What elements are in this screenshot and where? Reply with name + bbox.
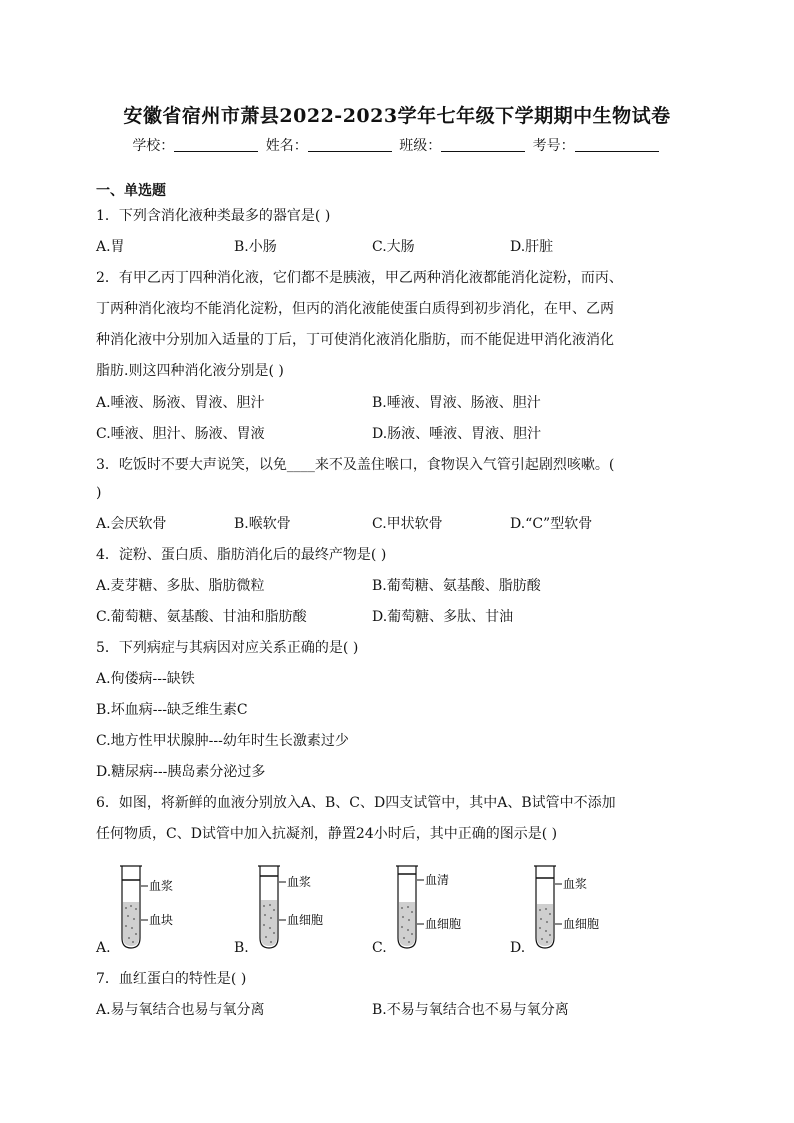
q1-stem: 1．下列含消化液种类最多的器官是( ) xyxy=(96,208,331,224)
name-blank[interactable] xyxy=(308,137,392,152)
q2-option-d: D.肠液、唾液、胃液、胆汁 xyxy=(372,426,542,442)
q4-option-a: A.麦芽糖、多肽、脂肪微粒 xyxy=(96,578,265,594)
q5-option-d: D.糖尿病---胰岛素分泌过多 xyxy=(96,764,266,780)
tube-top-label: 血浆 xyxy=(287,875,312,889)
q2-option-b: B.唾液、胃液、肠液、胆汁 xyxy=(372,395,541,411)
q2-line-3: 种消化液中分别加入适量的丁后，丁可使消化液消化脂肪，而不能促进甲消化液消化 xyxy=(96,332,614,348)
tube-letter: D. xyxy=(510,940,526,956)
q2-option-c: C.唾液、胆汁、肠液、胃液 xyxy=(96,426,265,442)
class-blank[interactable] xyxy=(441,137,525,152)
q3-line-2: ) xyxy=(96,485,102,501)
q6-line-2: 任何物质，C、D试管中加入抗凝剂，静置24小时后，其中正确的图示是( ) xyxy=(96,826,558,842)
tube-top-label: 血浆 xyxy=(563,877,588,891)
tube-bottom-label: 血细胞 xyxy=(563,917,600,931)
exam-no-blank[interactable] xyxy=(575,137,659,152)
q5-option-a: A.佝偻病---缺铁 xyxy=(96,671,195,687)
tube-top-label: 血清 xyxy=(425,873,450,887)
q2-line-4: 脂肪.则这四种消化液分别是( ) xyxy=(96,363,284,379)
school-label: 学校： xyxy=(132,138,175,154)
class-label: 班级： xyxy=(399,138,442,154)
q3-option-c: C.甲状软骨 xyxy=(372,516,443,532)
q5-option-b: B.坏血病---缺乏维生素C xyxy=(96,702,248,718)
test-tube-d-icon xyxy=(532,862,612,958)
tube-bottom-label: 血细胞 xyxy=(425,917,462,931)
q3-option-d: D.“C”型软骨 xyxy=(510,516,593,532)
q5-option-c: C.地方性甲状腺肿---幼年时生长激素过少 xyxy=(96,733,349,749)
tube-figure-b xyxy=(234,862,354,962)
tube-figure-d xyxy=(510,862,630,962)
tube-bottom-label: 血块 xyxy=(149,913,174,927)
q2-option-a: A.唾液、肠液、胃液、胆汁 xyxy=(96,395,265,411)
q1-option-a: A.胃 xyxy=(96,239,125,255)
q4-option-d: D.葡萄糖、多肽、甘油 xyxy=(372,609,514,625)
tube-bottom-label: 血细胞 xyxy=(287,913,324,927)
q2-line-1: 2．有甲乙丙丁四种消化液，它们都不是胰液，甲乙两种消化液都能消化淀粉，而丙、 xyxy=(96,270,623,286)
student-info-line xyxy=(0,135,794,155)
q4-option-b: B.葡萄糖、氨基酸、脂肪酸 xyxy=(372,578,541,594)
section-heading: 一、单选题 xyxy=(96,183,166,199)
q5-stem: 5．下列病症与其病因对应关系正确的是( ) xyxy=(96,640,359,656)
tube-letter: C. xyxy=(372,940,387,956)
q7-option-b: B.不易与氧结合也不易与氧分离 xyxy=(372,1002,569,1018)
q1-option-c: C.大肠 xyxy=(372,239,415,255)
q7-option-a: A.易与氧结合也易与氧分离 xyxy=(96,1002,265,1018)
test-tube-c-icon xyxy=(394,862,474,958)
tube-letter: B. xyxy=(234,940,249,956)
q7-stem: 7．血红蛋白的特性是( ) xyxy=(96,971,247,987)
q6-line-1: 6．如图，将新鲜的血液分别放入A、B、C、D四支试管中，其中A、B试管中不添加 xyxy=(96,795,616,811)
name-label: 姓名： xyxy=(265,138,308,154)
q3-line-1: 3．吃饭时不要大声说笑，以免____来不及盖住喉口，食物误入气管引起剧烈咳嗽。( xyxy=(96,457,615,473)
q3-option-b: B.喉软骨 xyxy=(234,516,291,532)
tube-figure-a xyxy=(96,862,216,962)
tube-top-label: 血浆 xyxy=(149,879,174,893)
exam-no-label: 考号： xyxy=(532,138,575,154)
q3-option-a: A.会厌软骨 xyxy=(96,516,167,532)
q1-option-b: B.小肠 xyxy=(234,239,277,255)
test-tube-b-icon xyxy=(256,862,336,958)
tube-figure-c xyxy=(372,862,492,962)
exam-title: 安徽省宿州市萧县2022-2023学年七年级下学期期中生物试卷 xyxy=(123,105,671,127)
tube-letter: A. xyxy=(96,940,111,956)
q4-stem: 4．淀粉、蛋白质、脂肪消化后的最终产物是( ) xyxy=(96,547,387,563)
test-tube-a-icon xyxy=(118,862,198,958)
q1-option-d: D.肝脏 xyxy=(510,239,554,255)
q4-option-c: C.葡萄糖、氨基酸、甘油和脂肪酸 xyxy=(96,609,307,625)
q2-line-2: 丁两种消化液均不能消化淀粉，但丙的消化液能使蛋白质得到初步消化，在甲、乙两 xyxy=(96,301,614,317)
school-blank[interactable] xyxy=(174,137,258,152)
